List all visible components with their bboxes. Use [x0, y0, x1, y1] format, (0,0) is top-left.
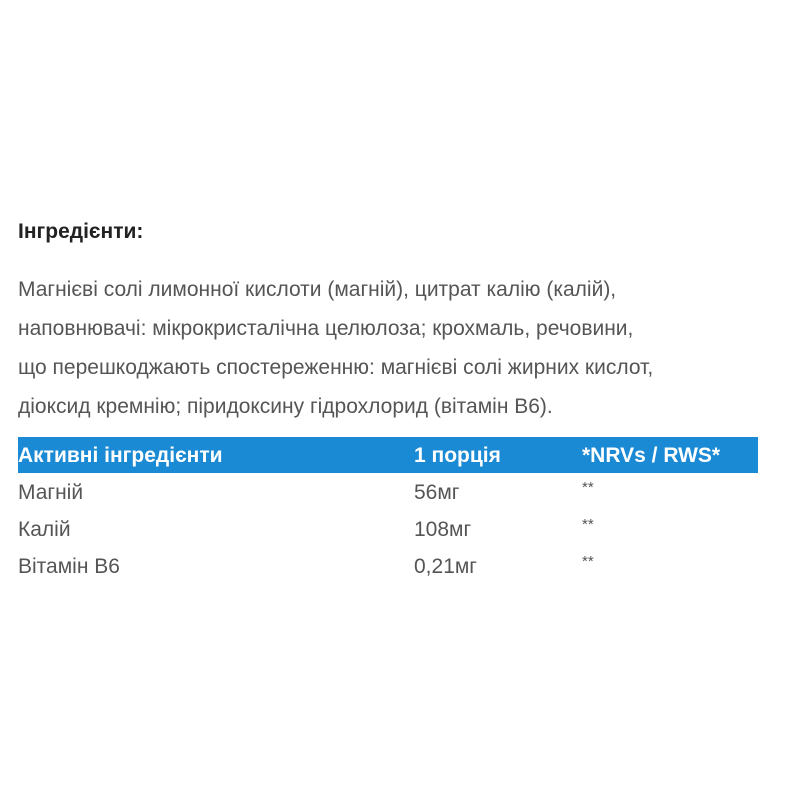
- ingredients-line: Магнієві солі лимонної кислоти (магній), цитрат калію (калій),: [18, 278, 617, 301]
- ingredients-line: наповнювачі: мікрокристалічна целюлоза; крохмаль, речовини,: [18, 317, 634, 340]
- ingredient-name: Магній: [18, 481, 84, 504]
- ingredient-amount: 0,21мг: [414, 555, 477, 578]
- ingredient-nrv: **: [582, 479, 594, 496]
- ingredients-text: [18, 270, 788, 426]
- ingredient-name: Калій: [18, 518, 71, 541]
- ingredients-line: що перешкоджають спостереженню: магнієві солі жирних кислот,: [18, 356, 654, 379]
- table-row: [18, 473, 758, 510]
- ingredient-nrv: **: [582, 516, 594, 533]
- ingredients-heading: Інгредієнти:: [18, 220, 144, 243]
- header-serving: 1 порція: [414, 444, 501, 467]
- ingredient-amount: 108мг: [414, 518, 472, 541]
- ingredient-amount: 56мг: [414, 481, 460, 504]
- ingredient-name: Вітамін В6: [18, 555, 120, 578]
- table-row: [18, 547, 758, 584]
- active-ingredients-table: [18, 437, 758, 584]
- table-header: [18, 437, 758, 473]
- table-row: [18, 510, 758, 547]
- header-active-ingredients: Активні інгредієнти: [18, 444, 223, 467]
- ingredient-nrv: **: [582, 553, 594, 570]
- header-nrvs: *NRVs / RWS*: [582, 444, 721, 467]
- ingredients-line: діоксид кремнію; піридоксину гідрохлорид (вітамін В6).: [18, 395, 553, 418]
